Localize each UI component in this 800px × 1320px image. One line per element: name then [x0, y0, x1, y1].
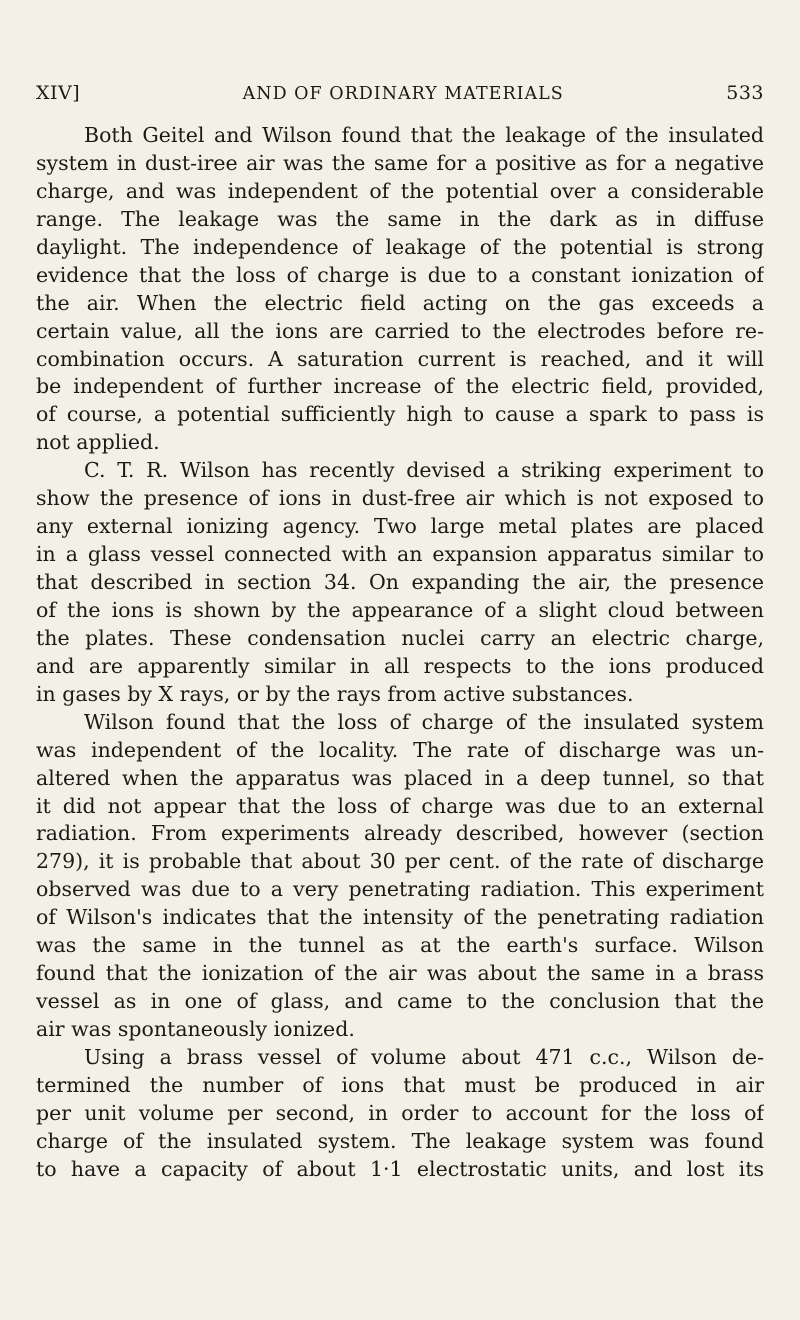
text-line: any external ionizing agency. Two large metal plates are placed	[36, 514, 764, 539]
text-line: the plates. These condensation nuclei carry an electric charge,	[36, 625, 764, 650]
running-title: AND OF ORDINARY MATERIALS	[242, 84, 564, 104]
body-text	[36, 122, 764, 1184]
text-line: the air. When the electric field acting on the gas exceeds a	[36, 290, 764, 315]
text-line: Wilson found that the loss of charge of the insulated system	[84, 709, 764, 734]
text-line: charge of the insulated system. The leakage system was found	[36, 1128, 764, 1153]
text-line: be independent of further increase of the electric field, provided,	[36, 374, 764, 399]
text-line: of Wilson's indicates that the intensity of the penetrating radiation	[36, 905, 764, 930]
text-line: vessel as in one of glass, and came to the conclusion that the	[36, 989, 764, 1014]
text-line: of course, a potential sufficiently high to cause a spark to pass is	[36, 402, 764, 427]
text-line: was the same in the tunnel as at the earth's surface. Wilson	[36, 933, 764, 958]
text-line: charge, and was independent of the potential over a considerable	[36, 178, 764, 203]
text-line: found that the ionization of the air was about the same in a brass	[36, 961, 764, 986]
chapter-marker: XIV]	[36, 82, 81, 104]
text-line: it did not appear that the loss of charge was due to an external	[36, 793, 764, 818]
text-line: radiation. From experiments already described, however (section	[36, 821, 764, 846]
page-number: 533	[726, 82, 764, 104]
text-line: was independent of the locality. The rate of discharge was un-	[36, 737, 764, 762]
text-line: in gases by X rays, or by the rays from active substances.	[36, 681, 634, 706]
text-line: not applied.	[36, 430, 160, 455]
text-line: altered when the apparatus was placed in a deep tunnel, so that	[36, 765, 764, 790]
running-header	[36, 82, 764, 104]
text-line: observed was due to a very penetrating radiation. This experiment	[36, 877, 764, 902]
text-line: C. T. R. Wilson has recently devised a striking experiment to	[84, 458, 764, 483]
text-line: evidence that the loss of charge is due to a constant ionization of	[36, 262, 764, 287]
text-line: and are apparently similar in all respects to the ions produced	[36, 653, 764, 678]
text-line: Both Geitel and Wilson found that the leakage of the insulated	[84, 123, 764, 147]
paragraph	[36, 457, 764, 708]
text-line: termined the number of ions that must be produced in air	[36, 1072, 764, 1097]
paragraph	[36, 122, 764, 457]
paragraph	[36, 709, 764, 1044]
text-line: certain value, all the ions are carried to the electrodes before re-	[36, 318, 764, 343]
text-line: 279), it is probable that about 30 per cent. of the rate of discharge	[36, 849, 764, 874]
text-line: to have a capacity of about 1·1 electrostatic units, and lost its	[36, 1156, 764, 1181]
text-line: air was spontaneously ionized.	[36, 1017, 355, 1041]
text-line: show the presence of ions in dust-free air which is not exposed to	[36, 486, 764, 511]
text-line: of the ions is shown by the appearance of a slight cloud between	[36, 597, 764, 622]
text-line: combination occurs. A saturation current is reached, and it will	[36, 346, 764, 371]
text-line: daylight. The independence of leakage of the potential is strong	[36, 234, 764, 259]
text-line: in a glass vessel connected with an expansion apparatus similar to	[36, 542, 764, 567]
text-line: system in dust-iree air was the same for a positive as for a negative	[36, 150, 764, 175]
text-line: per unit volume per second, in order to account for the loss of	[36, 1100, 764, 1125]
paragraph	[36, 1044, 764, 1184]
text-line: Using a brass vessel of volume about 471 c.c., Wilson de-	[84, 1044, 764, 1069]
text-line: range. The leakage was the same in the dark as in diffuse	[36, 206, 764, 231]
text-line: that described in section 34. On expanding the air, the presence	[36, 570, 764, 594]
